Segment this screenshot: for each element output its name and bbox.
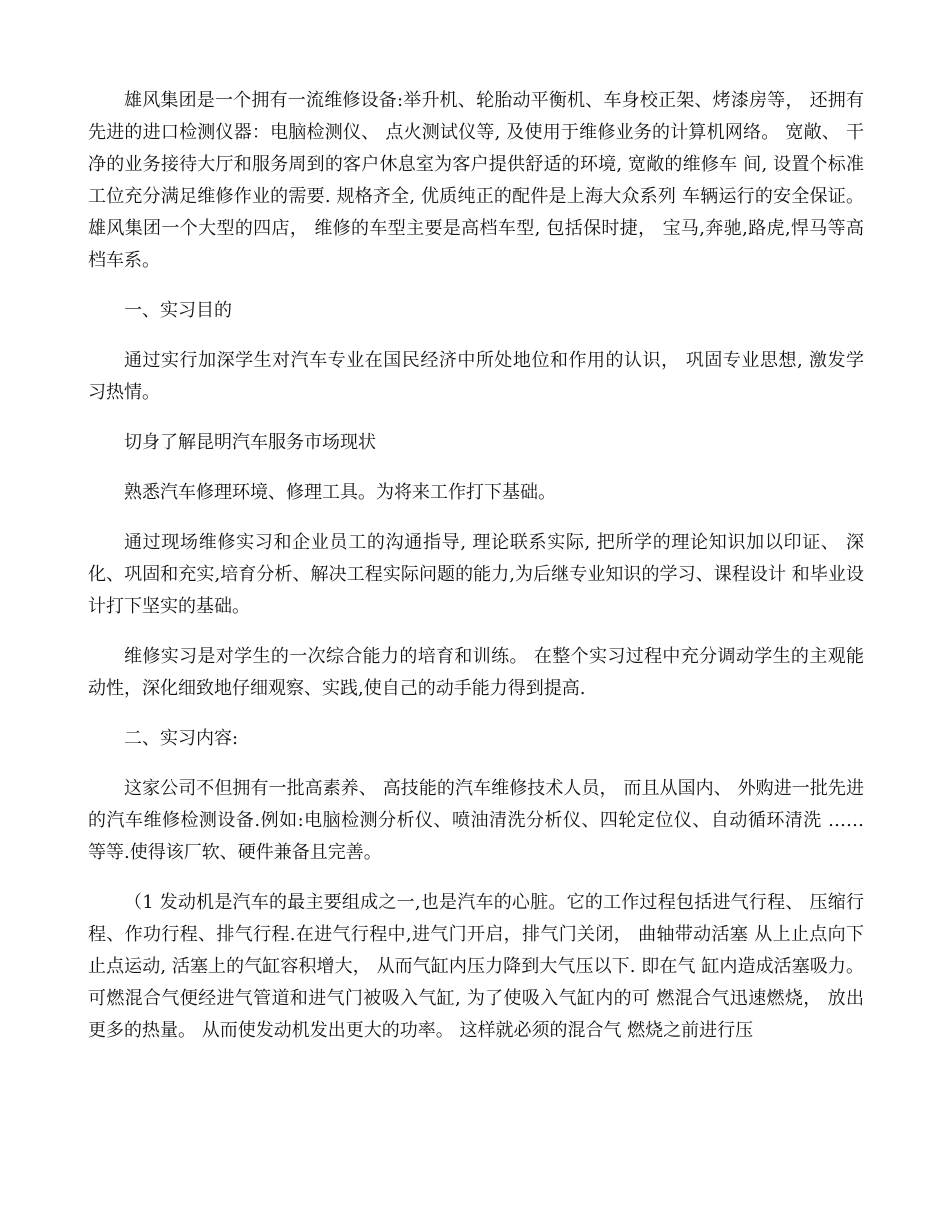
paragraph-content-2: （1 发动机是汽车的最主要组成之一,也是汽车的心脏。它的工作过程包括进气行程、 压缩行程、作功行程、排气行程.在进气行程中,进气门开启，排气门关闭， 曲轴带动活塞 从上止点向下止点运动, 活塞上的气缸容积增大， 从而气缸内压力降到大气压以下. 即在气 缸内造成活塞吸力。 可燃混合气便经进气管道和进气门被吸入气缸, 为了使吸入气缸内的可 燃混合气迅速燃烧， 放出更多的热量。 从而使发动机发出更大的功率。 这样就必须的混合气 燃烧之前进行压 <box>88 892 864 1041</box>
paragraph-purpose-4: 通过现场维修实习和企业员工的沟通指导, 理论联系实际, 把所学的理论知识加以印证、 深化、巩固和充实,培育分析、解决工程实际问题的能力,为后继专业知识的学习、课程设计 和毕业设计打下坚实的基础。 <box>88 532 864 617</box>
heading-purpose: 一、实习目的 <box>124 300 232 321</box>
paragraph-content-1: 这家公司不但拥有一批高素养、 高技能的汽车维修技术人员， 而且从国内、 外购进一批先进 的汽车维修检测设备.例如:电脑检测分析仪、喷油清洗分析仪、四轮定位仪、自动循环清洗 …… 等等.使得该厂软、硬件兼备且完善。 <box>88 778 864 863</box>
heading-content: 二、实习内容: <box>124 728 239 749</box>
paragraph-purpose-3: 熟悉汽车修理环境、修理工具。为将来工作打下基础。 <box>124 482 556 503</box>
paragraph-purpose-2: 切身了解昆明汽车服务市场现状 <box>124 432 376 453</box>
paragraph-intro: 雄风集团是一个拥有一流维修设备:举升机、轮胎动平衡机、车身校正架、烤漆房等， 还拥有先进的进口检测仪器：电脑检测仪、 点火测试仪等, 及使用于维修业务的计算机网络。 宽敞、 干净的业务接待大厅和服务周到的客户休息室为客户提供舒适的环境, 宽敞的维修车 间, 设置个标准工位充分满足维修作业的需要. 规格齐全, 优质纯正的配件是上海大众系列 车辆运行的安全保证。 雄风集团一个大型的四店， 维修的车型主要是高档车型, 包括保时捷， 宝马,奔驰,路虎,悍马等高档车系。 <box>88 90 864 271</box>
paragraph-purpose-1: 通过实行加深学生对汽车专业在国民经济中所处地位和作用的认识， 巩固专业思想, 激发学 习热情。 <box>88 350 864 403</box>
paragraph-purpose-5: 维修实习是对学生的一次综合能力的培育和训练。 在整个实习过程中充分调动学生的主观能 动性，深化细致地仔细观察、实践,使自己的动手能力得到提高. <box>88 646 864 699</box>
document-body <box>88 85 864 1047</box>
